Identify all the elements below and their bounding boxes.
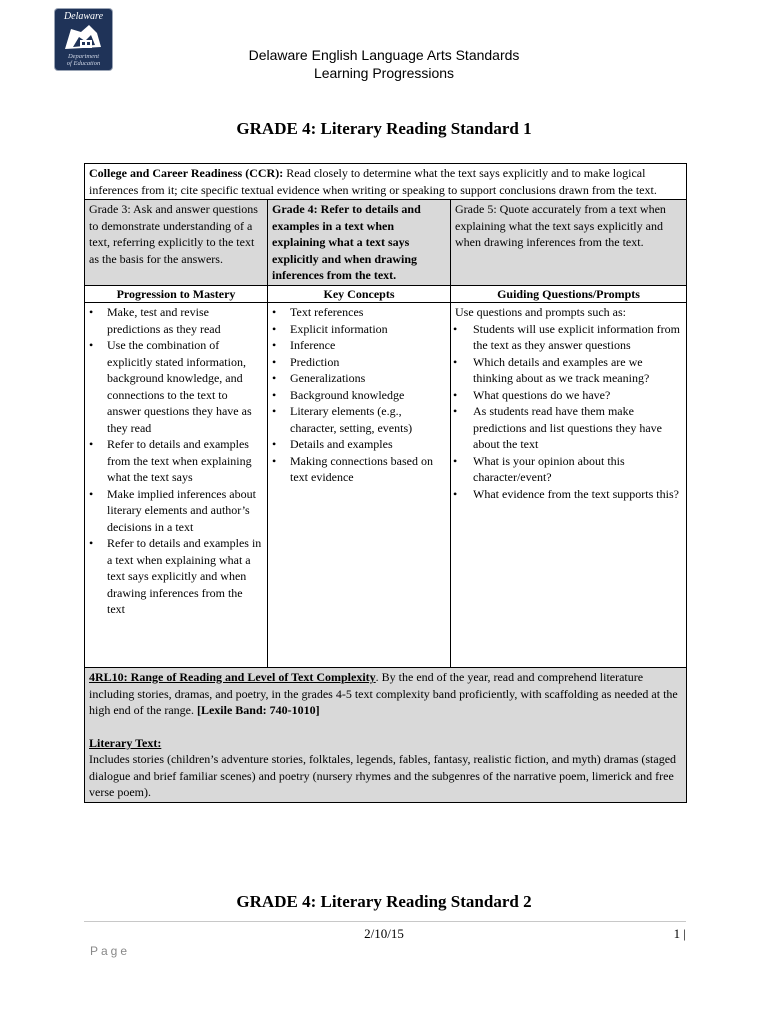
list-item: • Text references <box>290 304 446 321</box>
list-item: • Which details and examples are we thinking about as we track meaning? <box>473 354 682 387</box>
list-item: • Literary elements (e.g., character, setting, events) <box>290 403 446 436</box>
list-item: • Make, test and revise predictions as they read <box>107 304 263 337</box>
concepts-cell <box>268 303 451 668</box>
list-item: • Details and examples <box>290 436 446 453</box>
footer-date: 2/10/15 <box>364 926 404 941</box>
list-item: • As students read have them make predictions and list questions they have about the text <box>473 403 682 453</box>
ccr-row <box>85 164 687 200</box>
progression-cell <box>85 303 268 668</box>
grade-5-cell: Grade 5: Quote accurately from a text when explaining what the text says explicitly and when drawing inferences from the text. <box>451 200 687 286</box>
next-standard-title: GRADE 4: Literary Reading Standard 2 <box>236 892 532 911</box>
questions-header: Guiding Questions/Prompts <box>451 285 687 303</box>
ccr-text: Read closely to determine what the text says explicitly and to make logical inferences from it; cite specific textual evidence when writing or speaking to support conclusions drawn from the text. <box>89 166 657 197</box>
logo-subtitle: Department of Education <box>66 53 101 67</box>
list-item: • What evidence from the text supports this? <box>473 486 682 503</box>
header-line-2: Learning Progressions <box>313 65 455 81</box>
grade-row <box>85 200 687 286</box>
list-item: • What is your opinion about this character/event? <box>473 453 682 486</box>
list-item: • Use the combination of explicitly stated information, background knowledge, and connections to the text to answer questions they have as they read <box>107 337 263 436</box>
range-text: . By the end of the year, read and comprehend literature including stories, dramas, and poetry, in the grades 4-5 text complexity band proficiently, with scaffolding as needed at the high end of the range. <box>89 670 678 717</box>
page-title: GRADE 4: Literary Reading Standard 1 <box>236 119 532 138</box>
questions-list <box>455 321 682 503</box>
concepts-list <box>272 304 446 486</box>
spacer <box>89 719 682 735</box>
literary-text-description: Includes stories (children’s adventure stories, folktales, legends, fables, fantasy, realistic fiction, and myth) dramas (staged dialogue and brief familiar scenes) and poetry (nursery rhymes and the subgenres of the narrative poem, limerick and free verse poem). <box>89 752 677 799</box>
range-label: 4RL10: Range of Reading and Level of Text Complexity <box>89 670 376 684</box>
list-item: • Students will use explicit information from the text as they answer questions <box>473 321 682 354</box>
list-item: • Refer to details and examples from the text when explaining what the text says <box>107 436 263 486</box>
footer-page-label: Page <box>90 944 131 958</box>
logo-state-name: Delaware <box>63 11 104 22</box>
progression-list <box>89 304 263 618</box>
grade-3-cell: Grade 3: Ask and answer questions to demonstrate understanding of a text, referring explicitly to the text as the basis for the answers. <box>85 200 268 286</box>
questions-intro: Use questions and prompts such as: <box>455 305 626 319</box>
lexile-band: [Lexile Band: 740-1010] <box>196 703 320 717</box>
list-item: • What questions do we have? <box>473 387 682 404</box>
grade-4-cell: Grade 4: Refer to details and examples in a text when explaining what a text says explicitly and when drawing inferences from the text. <box>268 200 451 286</box>
footer-divider <box>84 921 686 922</box>
footer-page-number: 1 | <box>673 926 686 941</box>
list-item: • Generalizations <box>290 370 446 387</box>
range-row <box>85 668 687 803</box>
list-item: • Making connections based on text evidence <box>290 453 446 486</box>
literary-text-label: Literary Text: <box>89 735 162 750</box>
list-item: • Make implied inferences about literary elements and author’s decisions in a text <box>107 486 263 536</box>
ccr-cell <box>85 164 687 200</box>
ccr-label: College and Career Readiness (CCR): <box>89 166 284 180</box>
questions-cell <box>451 303 687 668</box>
header-line-1: Delaware English Language Arts Standards <box>248 47 520 63</box>
concepts-header: Key Concepts <box>268 285 451 303</box>
list-item: • Inference <box>290 337 446 354</box>
list-item: • Prediction <box>290 354 446 371</box>
list-item: • Explicit information <box>290 321 446 338</box>
list-item: • Refer to details and examples in a text when explaining what a text says explicitly and when drawing inferences from the text <box>107 535 263 618</box>
content-row <box>85 303 687 668</box>
column-header-row <box>85 285 687 303</box>
standards-table <box>84 163 687 803</box>
list-item: • Background knowledge <box>290 387 446 404</box>
range-cell <box>85 668 687 803</box>
progression-header: Progression to Mastery <box>85 285 268 303</box>
